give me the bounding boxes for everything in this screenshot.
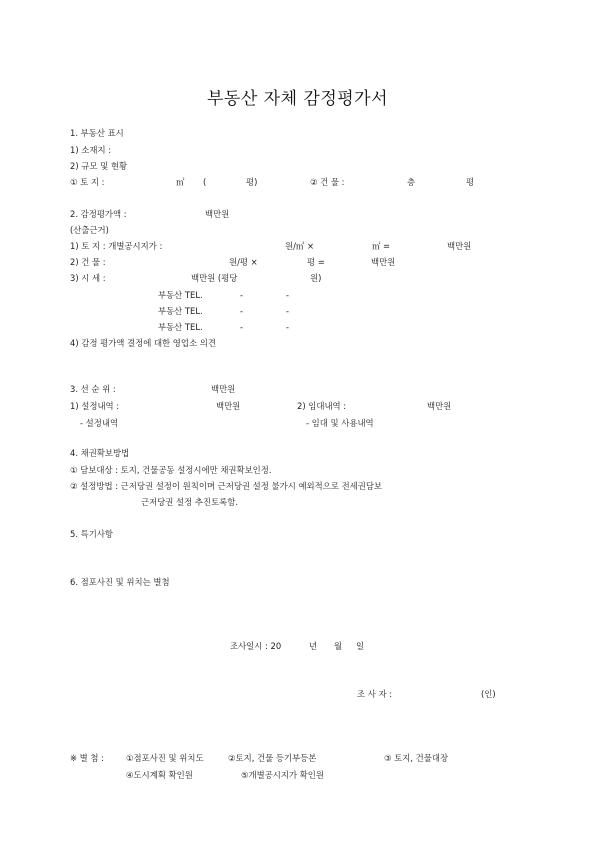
survey-date-label: 조사일시 : 20 xyxy=(230,641,282,651)
senior-lien-unit: 백만원 xyxy=(211,384,236,394)
land-calc-rate: 원/㎡ × xyxy=(285,241,314,251)
appraisal-unit: 백만원 xyxy=(205,209,230,219)
attachment-item: ②토지, 건물 등기부등본 xyxy=(228,753,317,763)
land-calc-label: 1) 토 지 : 개별공시지가 : xyxy=(70,241,163,251)
building-pyeong: 평 xyxy=(466,177,475,187)
agent-phone-dash: - xyxy=(286,306,290,316)
lease-detail: - 임대 및 사용내역 xyxy=(306,418,374,428)
market-price-label: 3) 시 세 : xyxy=(70,273,106,283)
surveyor-label: 조 사 자 : xyxy=(357,689,393,699)
lease-label: 2) 임대내역 : xyxy=(297,401,347,411)
building-label: ② 건 물 : xyxy=(310,177,345,187)
section-2-heading: 2. 감정평가액 : xyxy=(70,209,127,219)
calculation-basis: (산출근거) xyxy=(70,225,109,235)
mortgage-unit: 백만원 xyxy=(216,401,241,411)
branch-opinion-label: 4) 감정 평가액 결정에 대한 영업소 의견 xyxy=(70,338,216,348)
mortgage-label: 1) 설정내역 : xyxy=(70,401,120,411)
document-title: 부동산 자체 감정평가서 xyxy=(206,89,389,109)
section-6-heading: 6. 점포사진 및 위치는 별첨 xyxy=(70,577,170,587)
attachment-item: ④도시계획 확인원 xyxy=(126,770,193,780)
location-label: 1) 소재지 : xyxy=(70,145,112,155)
survey-date-year: 년 xyxy=(309,641,318,651)
building-calc-result: 백만원 xyxy=(371,257,396,267)
attachments-label: ※ 별 첨 : xyxy=(70,753,105,763)
mortgage-detail: - 설정내역 xyxy=(80,418,119,428)
land-paren-open: ( xyxy=(203,177,207,187)
setting-method: ② 설정방법 : 근저당권 설정이 원칙이며 근저당권 설정 불가시 예외적으로 전세권담보 xyxy=(70,481,383,491)
agent-phone-dash: - xyxy=(286,290,290,300)
building-floor: 층 xyxy=(407,177,416,187)
land-unit: ㎡ xyxy=(176,177,185,187)
agent-label: 부동산 TEL. xyxy=(158,322,203,332)
agent-label: 부동산 TEL. xyxy=(158,290,203,300)
section-5-heading: 5. 특기사항 xyxy=(70,529,114,539)
land-pyeong: 평) xyxy=(246,177,258,187)
agent-phone-dash: - xyxy=(286,322,290,332)
agent-phone-dash: - xyxy=(240,306,244,316)
building-calc-area: 평 = xyxy=(307,257,325,267)
survey-date-month: 월 xyxy=(334,641,343,651)
land-label: ① 토 지 : xyxy=(70,177,105,187)
section-4-heading: 4. 채권확보방법 xyxy=(70,448,130,458)
attachment-item: ①점포사진 및 위치도 xyxy=(126,753,204,763)
scale-label: 2) 규모 및 현황 xyxy=(70,161,128,171)
agent-phone-dash: - xyxy=(240,290,244,300)
lease-unit: 백만원 xyxy=(427,401,452,411)
market-price-value: 백만원 (평당 xyxy=(191,273,238,283)
setting-method-cont: 근저당권 설정 추진토록함. xyxy=(141,497,238,507)
section-3-heading: 3. 선 순 위 : xyxy=(70,384,116,394)
agent-phone-dash: - xyxy=(240,322,244,332)
market-price-unit: 원) xyxy=(310,273,322,283)
land-calc-result: 백만원 xyxy=(447,241,472,251)
collateral-target: ① 담보대상 : 토지, 건물공동 설정시에만 채권확보인정. xyxy=(70,465,272,475)
land-calc-area: ㎡ = xyxy=(372,241,391,251)
section-1-heading: 1. 부동산 표시 xyxy=(70,128,124,138)
attachment-item: ③ 토지, 건물대장 xyxy=(384,753,449,763)
survey-date-day: 일 xyxy=(356,641,365,651)
attachment-item: ⑤개별공시지가 확인원 xyxy=(241,770,324,780)
surveyor-seal: (인) xyxy=(481,689,496,699)
agent-label: 부동산 TEL. xyxy=(158,306,203,316)
building-calc-rate: 원/평 × xyxy=(229,257,258,267)
building-calc-label: 2) 건 물 : xyxy=(70,257,106,267)
